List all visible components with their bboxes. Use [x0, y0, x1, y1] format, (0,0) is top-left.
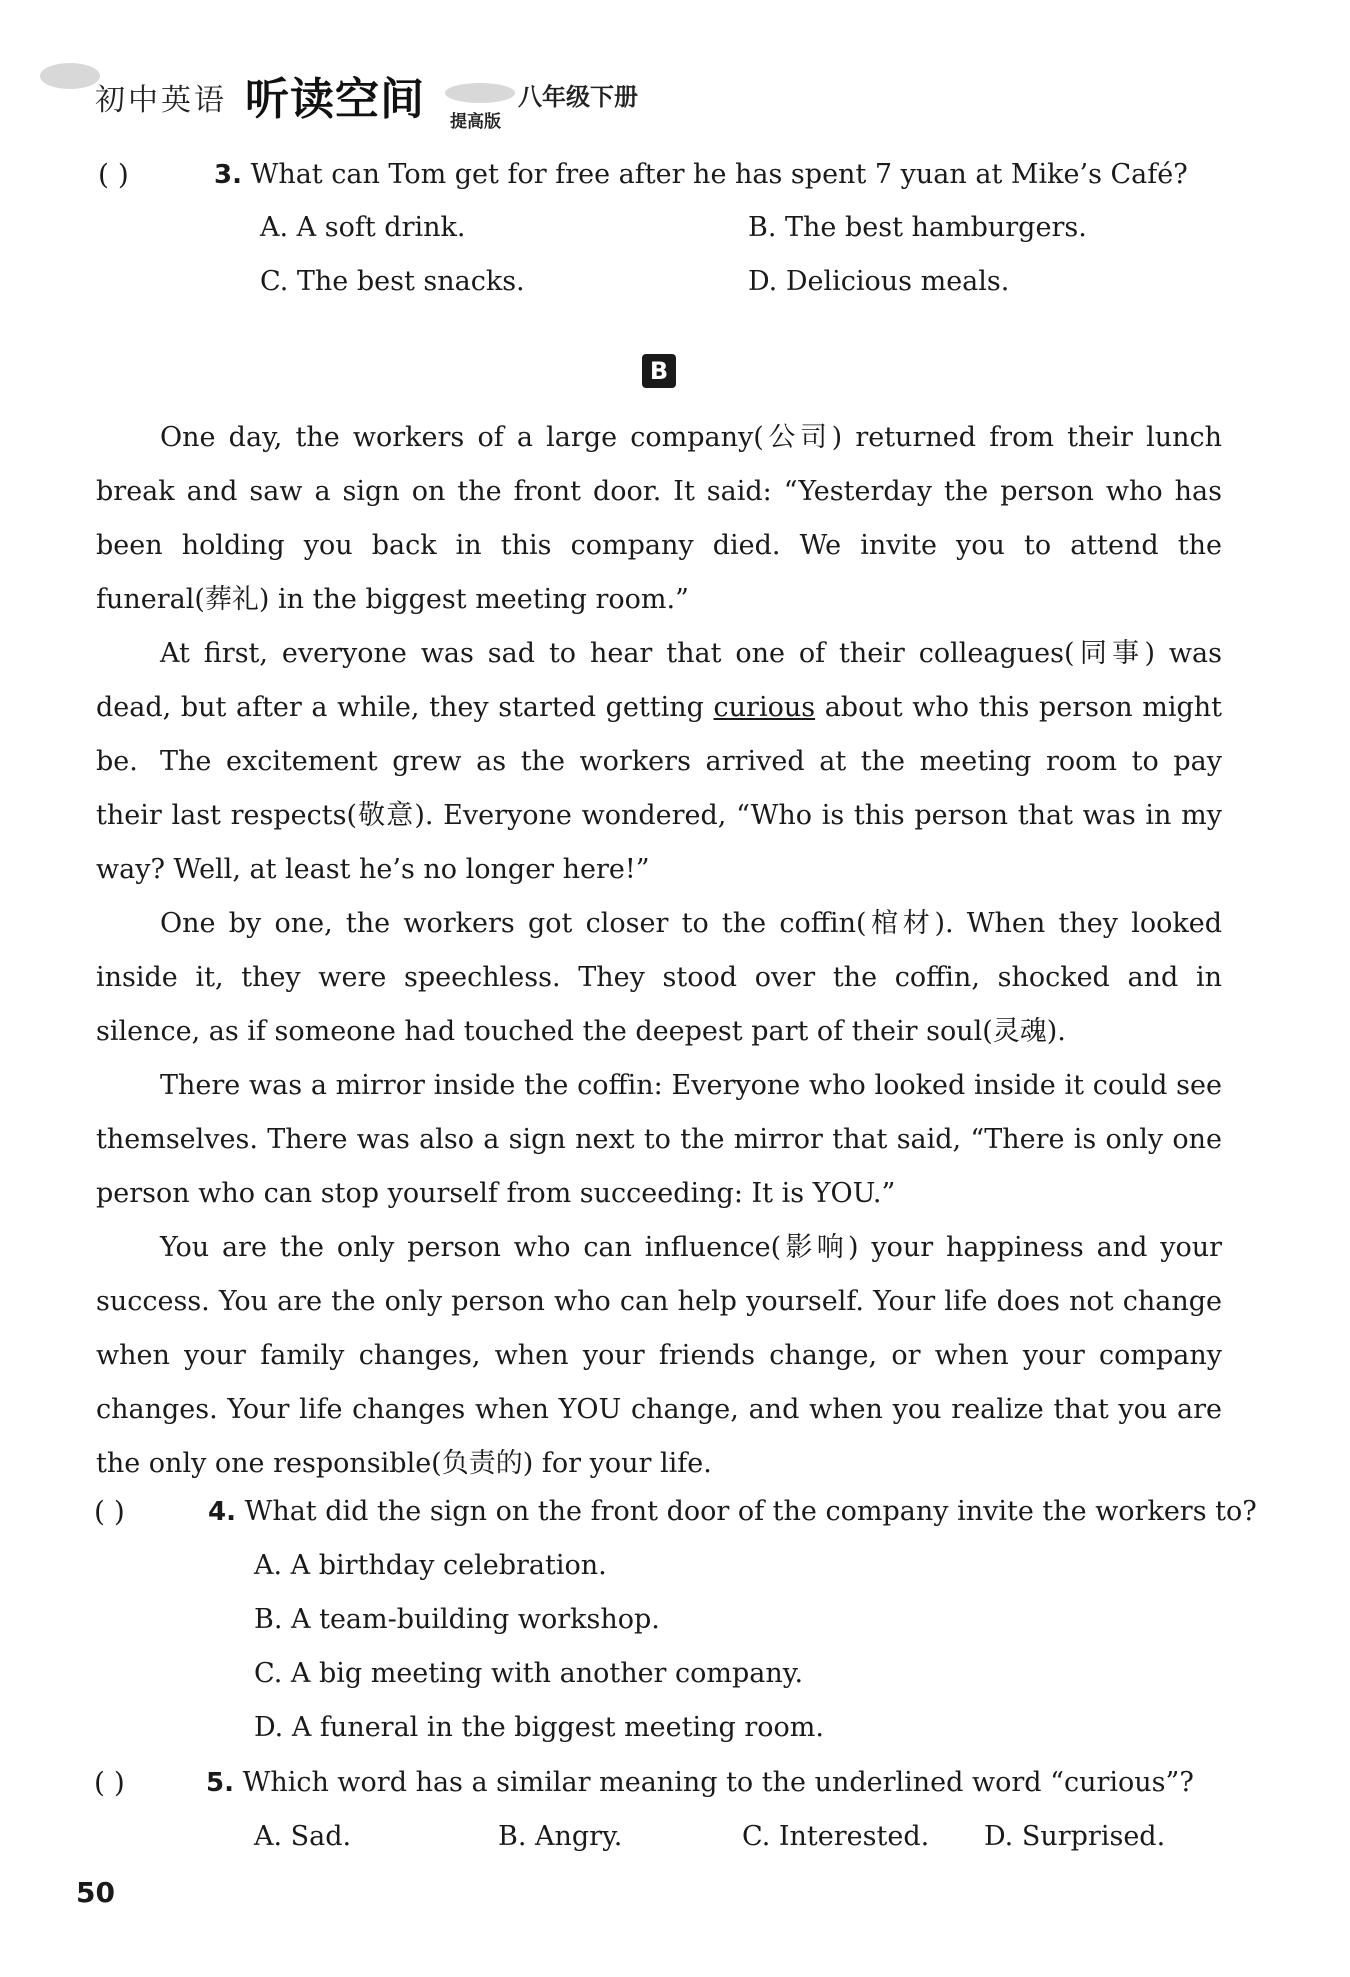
question-text: Which word has a similar meaning to the underlined word “curious”? — [242, 1767, 1194, 1798]
series-title: 初中英语 — [95, 83, 227, 118]
edition-label: 提高版 — [450, 112, 501, 132]
page-number: 50 — [76, 1876, 115, 1909]
question-text: What did the sign on the front door of the company invite the workers to? — [244, 1496, 1257, 1527]
option-d[interactable]: D. Delicious meals. — [748, 266, 1010, 297]
question-text: What can Tom get for free after he has spent 7 yuan at Mike’s Café? — [250, 159, 1188, 190]
section-badge: B — [642, 354, 676, 388]
question-number: 4. — [208, 1497, 236, 1527]
passage-paragraph: There was a mirror inside the coffin: Everyone who looked inside it could see themselves. There was also a sign next to the mirror that said, “There is only one person who can stop yourself from succeeding: It is YOU.” — [96, 1070, 1222, 1209]
option-c[interactable]: C. A big meeting with another company. — [254, 1658, 804, 1689]
option-b[interactable]: B. Angry. — [498, 1821, 623, 1852]
passage-paragraph: One by one, the workers got closer to the coffin(棺材). When they looked inside it, they were speechless. They stood over the coffin, shocked and in silence, as if someone had touched the deepest part of their soul(灵魂). — [96, 908, 1222, 1047]
question-4 — [208, 1495, 1257, 1529]
passage-paragraph: The excitement grew as the workers arrived at the meeting room to pay their last respects(敬意). Everyone wondered, “Who is this person that was in my way? Well, at least he’s no longer here!” — [96, 746, 1222, 885]
option-d[interactable]: D. Surprised. — [984, 1821, 1166, 1852]
brand-title: 听读空间 — [245, 74, 425, 125]
question-number: 5. — [206, 1768, 234, 1798]
answer-blank[interactable]: ( ) — [94, 1766, 125, 1799]
passage-paragraph: At first, everyone was sad to hear that one of their colleagues(同事) was dead, but after a while, they started getting curious about who this person might be. — [96, 638, 1222, 777]
cloud-decoration — [445, 83, 515, 103]
option-b[interactable]: B. A team-building workshop. — [254, 1604, 660, 1635]
option-a[interactable]: A. A birthday celebration. — [254, 1550, 607, 1581]
cloud-decoration — [40, 63, 100, 89]
option-d[interactable]: D. A funeral in the biggest meeting room. — [254, 1712, 824, 1743]
passage-paragraph: One day, the workers of a large company(公司) returned from their lunch break and saw a sign on the front door. It said: “Yesterday the person who has been holding you back in this company died. We invite you to attend the funeral(葬礼) in the biggest meeting room.” — [96, 422, 1222, 615]
page-header — [40, 55, 740, 135]
question-5 — [206, 1766, 1194, 1800]
option-c[interactable]: C. The best snacks. — [260, 266, 525, 297]
option-c[interactable]: C. Interested. — [742, 1821, 930, 1852]
answer-blank[interactable]: ( ) — [98, 158, 129, 191]
question-3 — [214, 158, 1188, 192]
option-a[interactable]: A. Sad. — [254, 1821, 352, 1852]
question-number: 3. — [214, 160, 242, 190]
passage-paragraph: You are the only person who can influence(影响) your happiness and your success. You are the only person who can help yourself. Your life does not change when your family changes, when your friends change, or when your company changes. Your life changes when YOU change, and when you realize that you are the only one responsible(负责的) for your life. — [96, 1232, 1222, 1479]
grade-label: 八年级下册 — [518, 83, 638, 111]
answer-blank[interactable]: ( ) — [94, 1495, 125, 1528]
option-b[interactable]: B. The best hamburgers. — [748, 212, 1087, 243]
option-a[interactable]: A. A soft drink. — [260, 212, 466, 243]
underlined-word: curious — [713, 692, 816, 723]
